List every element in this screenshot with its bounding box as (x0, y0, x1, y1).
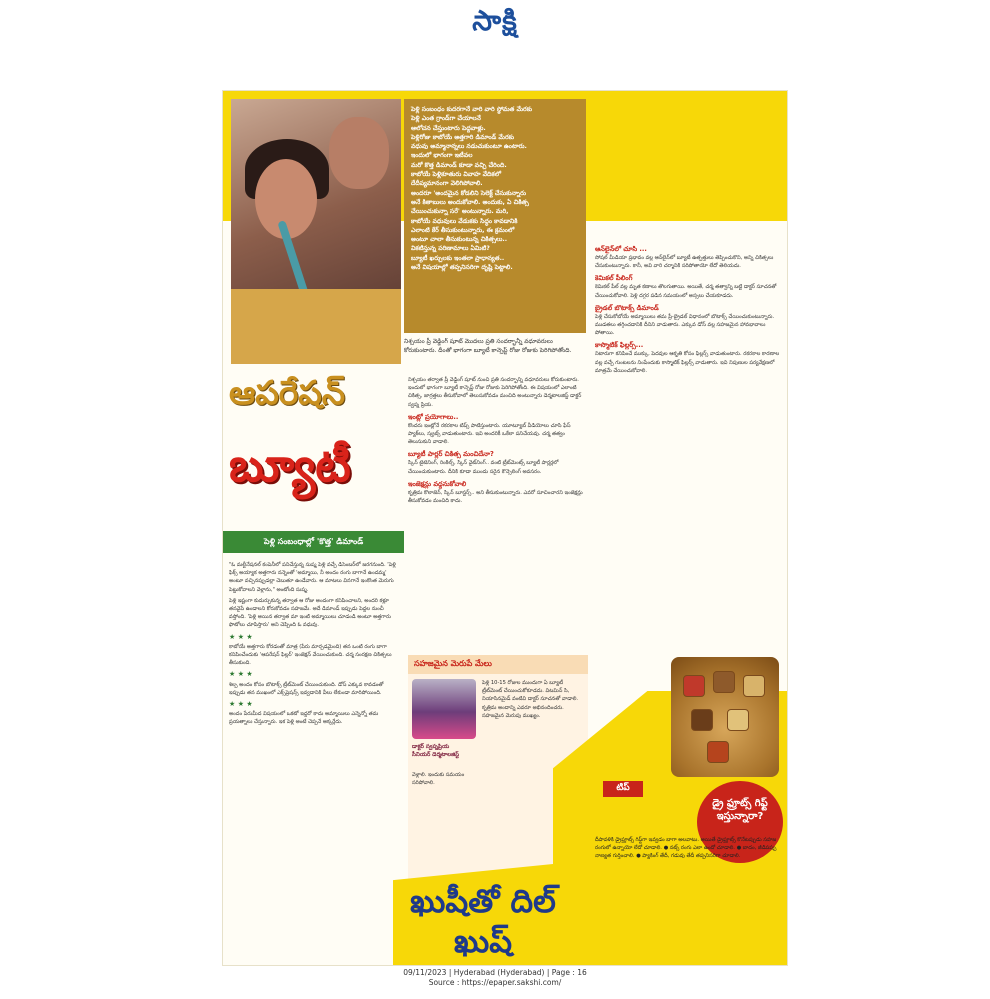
hero-intro-line: వధువు అమ్మానాన్నలు నడుచుకుంటూ ఉంటారు. (411, 143, 527, 151)
section-body: నిటారుగా కనిపించే ముక్కు, పెదవుల ఆకృతి కోసం ఫిల్లర్స్ వాడుతుంటారు. రకరకాల కారణాల వల్ల వచ్చే గుంటలను నింపేందుకు కాస్మొటిక్ ఫిల్లర్స్ వాడుతారు. ఇవి నిపుణుల పర్యవేక్షణలో మాత్రమే చేయించుకోవాలి. (595, 351, 780, 374)
section-stars: ★ ★ ★ (229, 700, 253, 709)
mid-intro: నిశ్చయం తర్వాత ప్రీ వెడ్డింగ్ షూట్ నుంచి ప్రతి సందర్భాన్ని వధూవరులు కోరుకుంటారు. ఇందులో భాగంగా బ్యూటీ కాన్సెప్ట్ రోజు రోజుకు పెరిగిపోతోంది. ఈ విషయంలో ఎలాంటి చికిత్స, జాగ్రత్తలు తీసుకోవాలో తెలుసుకోవడం మంచిది అంటున్నారు డెర్మటాలజిస్ట్ డాక్టర్ స్వప్న ప్రియ. (408, 377, 582, 408)
right-column (595, 241, 783, 378)
page-footer (0, 968, 990, 988)
section-heading: కాస్మొటిక్ ఫిల్లర్స్... (595, 341, 644, 350)
section-body: సోషల్ మీడియా ప్రభావం వల్ల ఆన్‌లైన్‌లో బ్యూటీ ఉత్పత్తులు తెప్పించుకొని, అన్ని చికిత్సలు చేసుకుంటున్నారు. కానీ, అవి వారి చర్మానికి సరిపోతాయో లేదో తెలియదు. (595, 255, 774, 270)
hero-intro-line: ఆలోచన చేస్తుంటారు పెద్దవాళ్లు. (411, 124, 486, 132)
left-column (229, 561, 401, 730)
section-heading: కెమికల్ పీలింగ్ (595, 274, 633, 283)
section-heading: ఆన్‌లైన్‌లో చూసి ... (595, 245, 647, 253)
doctor-name-text: డాక్టర్ స్వప్నప్రియ (412, 744, 450, 750)
hero-caption: నిశ్చయం ప్రీ వెడ్డింగ్ షూట్ మొదలు ప్రతి సందర్భాన్నీ వధూవరులు కోరుకుంటారు. దీంతో భాగంగా బ్యూటీ కాన్సెప్ట్ రోజు రోజుకు పెరిగిపోతోంది. (404, 338, 572, 354)
hero-intro-line: కాబోయే పెళ్లికూతురు వివాహ వేదికలో (411, 171, 501, 179)
doctor-title: సీనియర్ డెర్మటాలజిస్ట్ (412, 752, 460, 758)
hero-intro-line: బ్యూటీ ఖర్చులకు ఇంతలా ప్రాధాన్యత.. (411, 254, 505, 262)
hero-intro-line: మరో కొత్త డిమాండ్ కూడా వచ్చి చేరింది. (411, 161, 507, 169)
hero-intro-line: అందరూ 'అందమైన కోడలిని సెలెక్ట్ చేసుకున్నారు (411, 189, 526, 197)
aside-footer: వెళ్లాలి. ఇందుకు సమయం సరిపోవాలి. (412, 772, 465, 787)
section-heading: బ్యూటీ పార్లర్ చికిత్స మంచిదేనా? (408, 450, 494, 459)
hero-intro-box (404, 99, 586, 333)
section-body: పెళ్లి చేసుకోబోయే అమ్మాయిలు తమ ప్రీ-బ్రైడల్ విధానంలో బొటాక్స్ చేయించుకుంటున్నారు. ముడతలు తగ్గించడానికి దీనిని వాడుతారు. ఎక్కువ డోస్ వల్ల సహజమైన హావభావాలు పోతాయి. (595, 313, 775, 337)
hero-intro-line: పెళ్లి ఎంత గ్రాండ్‌గా చేయాలనే (411, 115, 481, 123)
hero-intro-line: అంటూ చాలా తీసుకుంటున్న చికిత్సలు.. (411, 236, 508, 244)
section-heading: ఇంట్లో ప్రయోగాలు.. (408, 412, 459, 421)
section-heading: బ్రైడల్ బొటాక్స్ డిమాండ్ (595, 303, 659, 312)
left-paragraph: కాబోయే అత్తగారు కోరడంతో మాత్ర (పేరు మార్చడమైంది) తన ఒంటి రంగు బాగా కనిపించేందుకు 'ఆపరేషన్ ఫిల్లర్' ఇంజెక్షన్ వేయించుకుంది. చర్మ సంరక్షణ చికిత్సలు తీసుకుంది. (229, 643, 392, 667)
gift-body: దీపావళికి డ్రైఫ్రూట్స్ గిఫ్ట్‌గా ఇవ్వడం బాగా అలవాటు. అయితే డ్రైఫ్రూట్స్ కొనేటప్పుడు సహజ రంగులో ఉన్నాయో లేదో చూడాలి. ● నట్స్ రంగు ఎలా ఉందో చూడాలి. ● బాదం, జీడిపప్పు నాణ్యత గుర్తించాలి. ● ప్యాకింగ్ తేదీ, గడువు తేదీ తప్పనిసరిగా చూడాలి. (595, 837, 777, 860)
footer-source: Source : https://epaper.sakshi.com/ (428, 978, 562, 987)
tip-label: టిప్ (603, 781, 643, 797)
headline-subtitle: పెళ్లి సంబంధాల్లో 'కొత్త' డిమాండ్ (223, 531, 404, 553)
doctor-photo (412, 679, 476, 739)
hero-intro-line: కాబోయే వధువులు వేడుకకు సిద్ధం కావడానికి (411, 217, 518, 225)
second-story-headline: ఖుషీతో దిల్ ఖుష్ (410, 882, 556, 960)
newspaper-page (222, 90, 788, 966)
hero-intro-line: ఇందులో భాగంగా ఇటీవల (411, 152, 473, 160)
section-stars: ★ ★ ★ (229, 670, 253, 679)
headline-line1: ఆపరేషన్ (229, 373, 346, 412)
dry-fruits-basket-image (671, 657, 779, 777)
hero-intro-line: ఎలాంటి కేర్ తీసుకుంటున్నారు, ఈ క్రమంలో (411, 226, 515, 234)
left-paragraph: "ఓ మల్టీనేషనల్ కంపెనీలో పనిచేస్తున్న సుష్మ పెళ్లి వచ్చే డిసెంబర్‌లో జరగనుంది. 'పెళ్లి ఫిక్స్ అయ్యాక అత్తగారు నన్నెంతో 'అమ్మాయి, నీ అందం రంగు బాగానే ఉందమ్మ' అంటూ వచ్చినప్పుడల్లా చెబుతూ ఉండేవారు. ఆ మాటలు వినగానే ఇంకొంత మెరుగు పెట్టుకోవాలని వెళ్లాను," అంటోంది సుష్మ. (229, 562, 396, 593)
aside-heading: సహజమైన మెరుపే మేలు (408, 655, 588, 674)
aside-body: పెళ్లి 10-15 రోజుల ముందుగా ఏ బ్యూటీ ట్రీట్‌మెంట్ చేయించుకోకూడదు. విటమిన్ సి, నియాసినమైడ్ వంటివి డాక్టర్ సూచనతో వాడాలి. కృత్రిమ అందాన్ని ఎవరూ అభినందించరు. సహజమైన మెరుపు ముఖ్యం. (482, 680, 579, 719)
hero-intro-line: వికటిస్తున్న పరిణామాలు ఏమిటి? (411, 245, 490, 253)
doctor-name (412, 743, 482, 759)
section-stars: ★ ★ ★ (229, 632, 253, 641)
hero-intro-line: దేదీప్యమానంగా వెలిగిపోవాలి. (411, 180, 483, 188)
headline-line2: బ్యూటీ (229, 438, 351, 492)
middle-column (408, 376, 588, 508)
section-body: కొందరు ఇంట్లోనే రకరకాల టిప్స్ పాటిస్తుంటారు. యూట్యూబ్ వీడియోలు చూసి ఫేస్ ప్యాక్‌లు, స్క్రబ్స్ వాడుతుంటారు. ఇవి అందరికీ ఒకేలా పనిచేయవు. చర్మ తత్వం తెలుసుకుని వాడాలి. (408, 422, 571, 446)
section-body: కృత్రిమ కొలాజెన్, స్కిన్ బూస్టర్స్.. అని తీసుకుంటున్నారు. ఎవరో సూచించారని ఇంజెక్షన్లు తీసుకోవడం మంచిది కాదు. (408, 489, 583, 505)
newspaper-logo: సాక్షి (472, 4, 518, 37)
left-paragraph: శిల్ప అందం కోసం బొటాక్స్ ట్రీట్‌మెంట్ చేయించుకుంది. డోస్ ఎక్కువ కావడంతో ఇప్పుడు తన ముఖంలో ఎక్స్‌ప్రెషన్స్ ఇవ్వడానికి వీలు లేకుండా మారిపోయింది. (229, 681, 384, 696)
section-body: కెమికల్ పీల్ వల్ల మృత కణాలు తొలగుతాయి. అయితే, చర్మ తత్వాన్ని బట్టి డాక్టర్ సూచనతో చేయించుకోవాలి. పెళ్లి దగ్గర పడిన సమయంలో అస్సలు చేయకూడదు. (595, 284, 777, 299)
left-paragraph: పెళ్లి ఇష్టంగా కుదుర్చుకున్న తర్వాత ఆ రోజు అందంగా కనిపించాలని, అందరి కళ్లూ తనవైపే ఉండాలని కోరుకోవడం సహజమే. అదే డిమాండ్ ఇప్పుడు పెద్దల నుంచీ వస్తోంది. 'పెళ్లి అయిన తర్వాత మా ఇంటి అమ్మాయిలు చూడండి అంటూ అత్తగారు ఫొటోలు చూపిస్తారు' అని చెప్పింది ఓ వధువు. (229, 597, 391, 629)
masthead (0, 0, 990, 48)
gift-question-badge: డ్రై ఫ్రూట్స్ గిఫ్ట్ ఇస్తున్నారా? (697, 781, 783, 863)
hero-intro-line: అనే విషయాల్లో తప్పనిసరిగా దృష్టి పెట్టాలి. (411, 264, 513, 272)
section-heading: ఇంజెక్షన్లు వద్దనుకోవాలి (408, 479, 467, 488)
bride-makeup-photo (231, 99, 401, 364)
hero-intro-line: పెళ్లిరోజు కాబోయే అత్తగారి డిమాండ్ మేరకు (411, 133, 514, 141)
hero-intro-line: అనే కితాబులు అందుకోవాలి. అందుకు, ఏ చికిత్స (411, 198, 529, 206)
hero-intro-line: పెళ్లి సంబంధం కుదరగానే వారి వారి స్థోమత మేరకు (411, 106, 533, 113)
footer-edition: 09/11/2023 | Hyderabad (Hyderabad) | Page : 16 (403, 968, 587, 977)
section-body: స్కిన్ టైటెనింగ్, రింకిల్స్, స్కిన్ వైట్‌నింగ్.. వంటి ట్రీట్‌మెంట్స్ బ్యూటీ పార్లర్లలో చేయించుకుంటారు. దీనికి కూడా ముందు సరైన కౌన్సెలింగ్ అవసరం. (408, 460, 559, 475)
hero-intro-line: చేయించుకున్నా సరే' అంటున్నారు. మరి, (411, 208, 509, 216)
left-paragraph: అందం పేరుమీద విషయంలో ఒకటో ఇద్దరో కాదు అమ్మాయిలు ఎన్నెన్నో తమ ప్రయత్నాలు చేస్తున్నారు. ఇక పెళ్లి అంటే చెప్పనే అక్కర్లేదు. (229, 711, 379, 726)
